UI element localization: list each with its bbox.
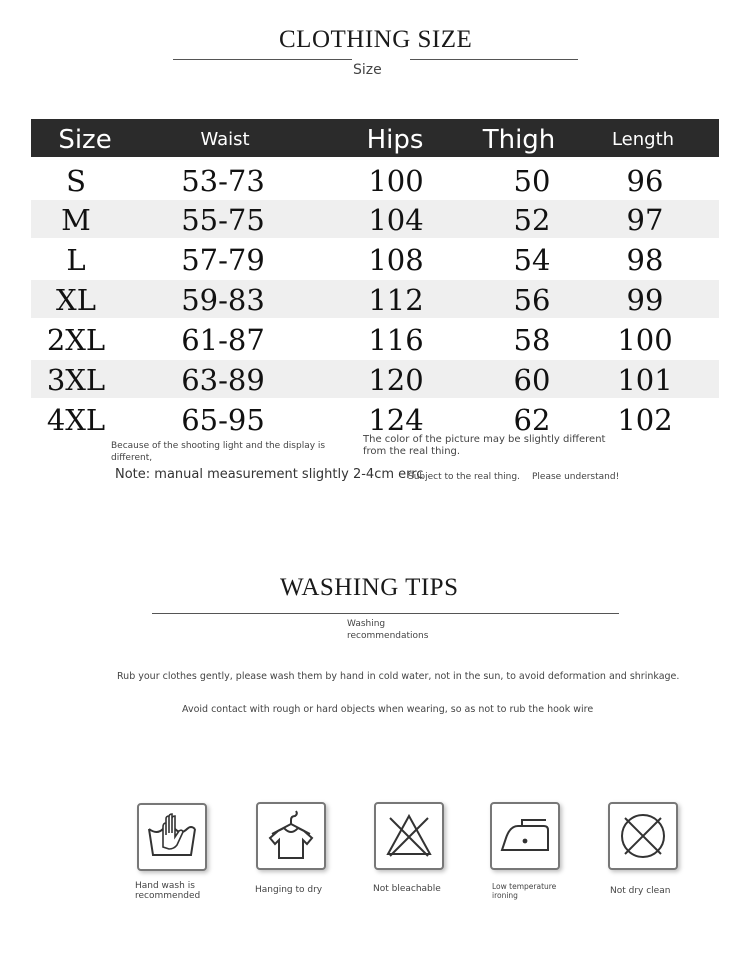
note-subject-to-real: Subject to the real thing. bbox=[408, 472, 520, 482]
column-header-length: Length bbox=[611, 129, 675, 150]
not-bleachable-label: Not bleachable bbox=[373, 884, 441, 894]
cell-thigh: 56 bbox=[513, 283, 551, 317]
cell-thigh: 60 bbox=[513, 363, 551, 397]
title-rule-right bbox=[410, 59, 578, 60]
cell-hips: 116 bbox=[368, 323, 424, 357]
size-table-header bbox=[31, 119, 719, 157]
note-color-difference: The color of the picture may be slightly different from the real thing. bbox=[363, 434, 606, 457]
table-row bbox=[31, 360, 719, 398]
washing-tips-title: WASHING TIPS bbox=[280, 574, 459, 601]
cell-hips: 120 bbox=[368, 363, 424, 397]
cell-length: 98 bbox=[626, 243, 664, 277]
table-row bbox=[31, 400, 719, 438]
cell-size: L bbox=[66, 243, 86, 277]
cell-length: 96 bbox=[626, 164, 664, 198]
cell-waist: 59-83 bbox=[181, 283, 265, 317]
cell-waist: 63-89 bbox=[181, 363, 265, 397]
cell-thigh: 52 bbox=[513, 203, 551, 237]
low-temperature-ironing-label: Low temperature ironing bbox=[492, 882, 557, 900]
cell-size: 2XL bbox=[46, 323, 106, 357]
cell-waist: 61-87 bbox=[181, 323, 265, 357]
note-shooting-light: Because of the shooting light and the display is different, bbox=[111, 441, 326, 463]
cell-waist: 65-95 bbox=[181, 403, 265, 437]
cell-thigh: 62 bbox=[513, 403, 551, 437]
low-temperature-ironing-icon bbox=[490, 802, 560, 870]
washing-tips-rule bbox=[152, 613, 619, 614]
cell-waist: 57-79 bbox=[181, 243, 265, 277]
cell-size: 3XL bbox=[46, 363, 106, 397]
column-header-thigh: Thigh bbox=[482, 125, 556, 155]
hand-wash-label: Hand wash is recommended bbox=[135, 881, 201, 901]
cell-waist: 55-75 bbox=[181, 203, 265, 237]
cell-size: S bbox=[66, 164, 86, 198]
hanging-dry-label: Hanging to dry bbox=[255, 885, 323, 895]
cell-length: 100 bbox=[617, 323, 673, 357]
cell-hips: 108 bbox=[368, 243, 424, 277]
hand-wash-icon bbox=[137, 803, 207, 871]
clothing-size-subtitle: Size bbox=[353, 62, 382, 78]
table-row bbox=[31, 240, 719, 278]
hanging-dry-icon bbox=[256, 802, 326, 870]
not-dry-clean-icon bbox=[608, 802, 678, 870]
table-row bbox=[31, 280, 719, 318]
title-rule-left bbox=[173, 59, 352, 60]
cell-size: 4XL bbox=[46, 403, 106, 437]
column-header-waist: Waist bbox=[200, 129, 250, 150]
cell-thigh: 58 bbox=[513, 323, 551, 357]
table-row bbox=[31, 200, 719, 238]
washing-tip-avoid-contact: Avoid contact with rough or hard objects when wearing, so as not to rub the hook wire bbox=[182, 704, 594, 715]
washing-tips-subtitle: Washing recommendations bbox=[347, 619, 429, 641]
cell-size: XL bbox=[56, 283, 96, 317]
cell-hips: 112 bbox=[368, 283, 424, 317]
note-manual-measurement: Note: manual measurement slightly 2-4cm errc bbox=[115, 467, 424, 482]
cell-thigh: 54 bbox=[513, 243, 551, 277]
cell-hips: 100 bbox=[368, 164, 424, 198]
cell-length: 101 bbox=[617, 363, 673, 397]
table-row bbox=[31, 320, 719, 358]
cell-waist: 53-73 bbox=[181, 164, 265, 198]
table-row bbox=[31, 161, 719, 199]
cell-length: 97 bbox=[626, 203, 664, 237]
cell-thigh: 50 bbox=[513, 164, 551, 198]
not-dry-clean-label: Not dry clean bbox=[610, 886, 671, 896]
cell-hips: 124 bbox=[368, 403, 424, 437]
not-bleachable-icon bbox=[374, 802, 444, 870]
cell-length: 99 bbox=[626, 283, 664, 317]
cell-length: 102 bbox=[617, 403, 673, 437]
washing-tip-hand-wash: Rub your clothes gently, please wash them by hand in cold water, not in the sun, to avoid deformation and shrinkage. bbox=[117, 671, 680, 682]
cell-size: M bbox=[61, 203, 91, 237]
column-header-size: Size bbox=[58, 125, 112, 155]
column-header-hips: Hips bbox=[366, 125, 424, 155]
cell-hips: 104 bbox=[368, 203, 424, 237]
clothing-size-title: CLOTHING SIZE bbox=[279, 26, 473, 53]
note-please-understand: Please understand! bbox=[532, 472, 620, 482]
